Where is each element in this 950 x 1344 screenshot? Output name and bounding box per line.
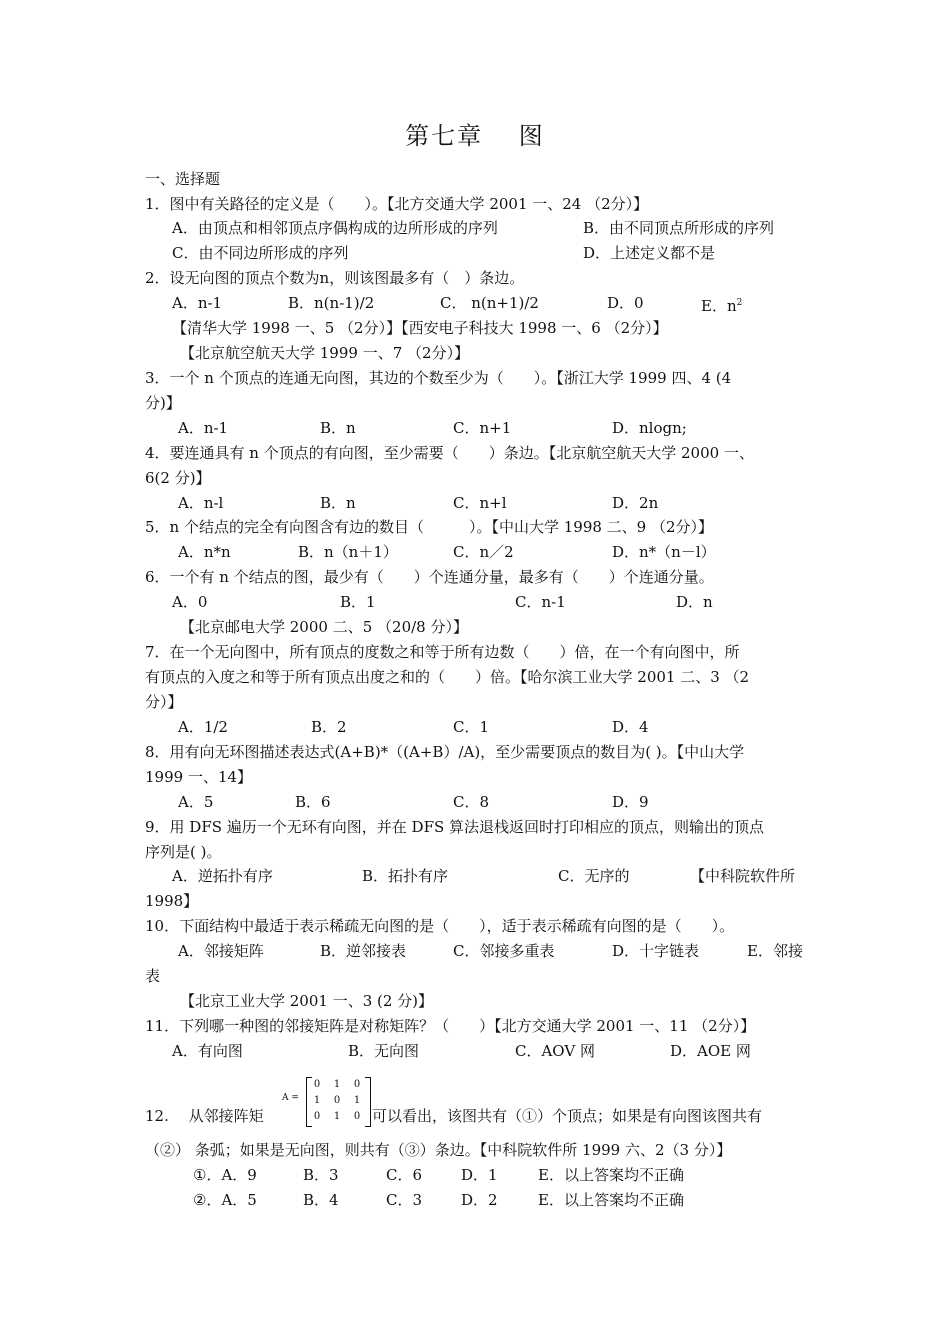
q3-option-c: C．n+1 [453, 419, 512, 437]
matrix-label: A = [282, 1093, 299, 1103]
q7-option-c: C．1 [453, 718, 490, 736]
q3-option-b: B．n [320, 419, 356, 437]
q8-option-d: D．9 [612, 793, 649, 811]
q10-option-e-cont: 表 [145, 967, 161, 985]
q8-stem-line2: 1999 一、14】 [145, 768, 253, 786]
q5-option-c: C．n／2 [453, 543, 514, 561]
q11-stem: 11．下列哪一种图的邻接矩阵是对称矩阵？（ ）【北方交通大学 2001 一、11 （2分）】 [145, 1017, 756, 1035]
matrix-right-bracket [365, 1077, 371, 1127]
q10-option-a: A．邻接矩阵 [178, 942, 264, 960]
q9-source-1: 【中科院软件所 [690, 867, 796, 885]
q9-source-2: 1998】 [145, 892, 199, 910]
q11-option-a: A．有向图 [172, 1042, 243, 1060]
q2-option-d: D．0 [607, 294, 644, 312]
q4-option-a: A．n-l [178, 494, 224, 512]
q4-stem-line2: 6(2 分)】 [145, 469, 211, 487]
q2-source-1: 【清华大学 1998 一、5 （2分）】【西安电子科技大 1998 一、6 （2分）】 [172, 319, 668, 337]
q10-option-b: B．逆邻接表 [320, 942, 407, 960]
q11-option-b: B．无向图 [348, 1042, 420, 1060]
q11-option-d: D．AOE 网 [670, 1042, 751, 1060]
q12-r1-d: D．1 [461, 1166, 498, 1184]
q2-option-c: C． n(n+1)/2 [440, 294, 539, 312]
q7-option-d: D．4 [612, 718, 649, 736]
q8-option-b: B．6 [295, 793, 331, 811]
q7-option-b: B．2 [311, 718, 347, 736]
q1-option-c: C．由不同边所形成的序列 [172, 244, 349, 262]
q4-option-c: C．n+l [453, 494, 507, 512]
q12-lead: 12. 从邻接阵矩 [145, 1107, 264, 1125]
q5-option-a: A．n*n [178, 543, 231, 561]
matrix-cell: 0 [313, 1079, 321, 1090]
q3-stem-line1: 3．一个 n 个顶点的连通无向图，其边的个数至少为（ ）。【浙江大学 1999 四、4 (4 [145, 369, 732, 387]
q12-r2-b: B．4 [303, 1191, 339, 1209]
q6-option-b: B．1 [340, 593, 376, 611]
q10-source: 【北京工业大学 2001 一、3 (2 分)】 [180, 992, 434, 1010]
matrix-cell: 0 [353, 1111, 361, 1122]
q4-option-b: B．n [320, 494, 356, 512]
q12-tail: 可以看出，该图共有（①）个顶点；如果是有向图该图共有 [372, 1107, 763, 1125]
q9-stem-line2: 序列是( )。 [145, 843, 222, 861]
q10-option-e: E．邻接 [747, 942, 803, 960]
q7-stem-line1: 7．在一个无向图中，所有顶点的度数之和等于所有边数（ ）倍，在一个有向图中，所 [145, 643, 740, 661]
chapter-title: 第七章 图 [405, 122, 545, 150]
q3-option-a: A．n-1 [178, 419, 229, 437]
q7-option-a: A．1/2 [178, 718, 228, 736]
q9-option-c: C．无序的 [558, 867, 630, 885]
q9-option-b: B．拓扑有序 [362, 867, 449, 885]
matrix-cell: 0 [333, 1095, 341, 1106]
q12-r1-a: ①．A．9 [193, 1166, 257, 1184]
q8-option-a: A．5 [178, 793, 214, 811]
matrix-cell: 1 [313, 1095, 321, 1106]
adjacency-matrix [282, 1075, 374, 1127]
matrix-cell: 1 [353, 1095, 361, 1106]
q12-r1-b: B．3 [303, 1166, 339, 1184]
q1-option-d: D．上述定义都不是 [583, 244, 716, 262]
q4-stem-line1: 4．要连通具有 n 个顶点的有向图，至少需要（ ）条边。【北京航空航天大学 2000 一、 [145, 444, 754, 462]
q2-option-b: B．n(n-1)/2 [288, 294, 375, 312]
q2-stem: 2．设无向图的顶点个数为n，则该图最多有（ ）条边。 [145, 269, 525, 287]
q12-r1-e: E．以上答案均不正确 [538, 1166, 684, 1184]
q10-option-c: C．邻接多重表 [453, 942, 555, 960]
q10-stem: 10．下面结构中最适于表示稀疏无向图的是（ ），适于表示稀疏有向图的是（ ）。 [145, 917, 735, 935]
q12-r2-c: C．3 [386, 1191, 423, 1209]
q10-option-d: D．十字链表 [612, 942, 700, 960]
q12-r2-a: ②．A．5 [193, 1191, 257, 1209]
q1-option-a: A．由顶点和相邻顶点序偶构成的边所形成的序列 [172, 219, 498, 237]
q8-option-c: C．8 [453, 793, 490, 811]
q6-source: 【北京邮电大学 2000 二、5 （20/8 分）】 [180, 618, 468, 636]
q6-option-c: C．n-1 [515, 593, 566, 611]
q12-r2-e: E．以上答案均不正确 [538, 1191, 684, 1209]
q1-stem: 1．图中有关路径的定义是（ ）。【北方交通大学 2001 一、24 （2分）】 [145, 195, 649, 213]
q5-option-d: D．n*（n－l） [612, 543, 716, 561]
matrix-cell: 0 [313, 1111, 321, 1122]
q5-option-b: B．n（n＋1） [298, 543, 398, 561]
q8-stem-line1: 8．用有向无环图描述表达式(A+B)*（(A+B）/A)，至少需要顶点的数目为( )。【中山大学 [145, 743, 745, 761]
q9-option-a: A．逆拓扑有序 [172, 867, 273, 885]
q12-r2-d: D．2 [461, 1191, 498, 1209]
q2-source-2: 【北京航空航天大学 1999 一、7 （2分）】 [180, 344, 470, 362]
matrix-cell: 0 [353, 1079, 361, 1090]
q12-stem-line2: （②） 条弧；如果是无向图，则共有（③）条边。【中科院软件所 1999 六、2（3 分）】 [145, 1141, 732, 1159]
section-heading: 一、选择题 [145, 170, 221, 188]
q7-stem-line2: 有顶点的入度之和等于所有顶点出度之和的（ ）倍。【哈尔滨工业大学 2001 二、3 （2 [145, 668, 750, 686]
q6-option-d: D．n [676, 593, 713, 611]
q6-stem: 6．一个有 n 个结点的图，最少有（ ）个连通分量，最多有（ ）个连通分量。 [145, 568, 714, 586]
matrix-cell: 1 [333, 1079, 341, 1090]
q2-option-e: E．$n^2$ [701, 297, 743, 315]
q3-option-d: D．nlogn; [612, 419, 687, 437]
q4-option-d: D．2n [612, 494, 659, 512]
q3-stem-line2: 分)】 [145, 394, 181, 412]
q2-option-a: A．n-1 [172, 294, 223, 312]
q1-option-b: B．由不同顶点所形成的序列 [583, 219, 775, 237]
q7-stem-line3: 分）】 [145, 693, 183, 711]
q5-stem: 5．n 个结点的完全有向图含有边的数目（ ）。【中山大学 1998 二、9 （2分）】 [145, 518, 714, 536]
q11-option-c: C．AOV 网 [515, 1042, 595, 1060]
q9-stem-line1: 9．用 DFS 遍历一个无环有向图，并在 DFS 算法退栈返回时打印相应的顶点，则输出的顶点 [145, 818, 765, 836]
q12-r1-c: C．6 [386, 1166, 423, 1184]
q6-option-a: A．0 [172, 593, 208, 611]
matrix-cell: 1 [333, 1111, 341, 1122]
